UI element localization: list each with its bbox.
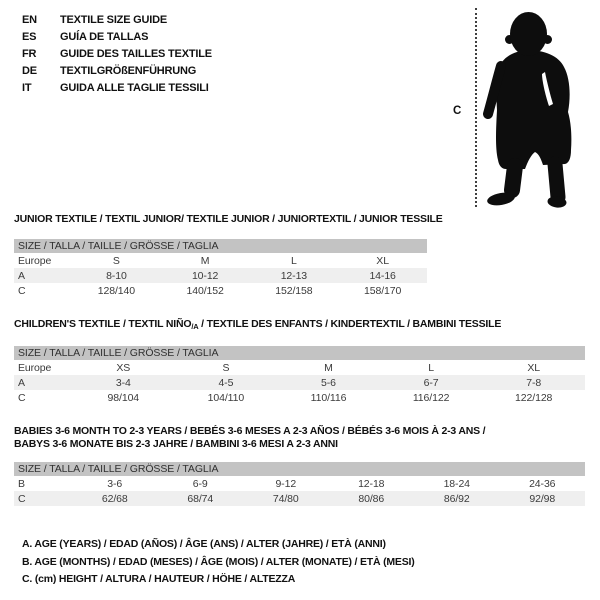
size-value: 158/170: [363, 284, 402, 297]
babies-table-title-line2: BABYS 3-6 MONATE BIS 2-3 JAHRE / BAMBINI 3-6 MESI A 2-3 ANNI: [14, 438, 338, 450]
size-value: 12-13: [280, 269, 308, 282]
size-value: 116/122: [412, 391, 450, 404]
size-value: 7-8: [526, 376, 542, 389]
size-value: 62/68: [101, 492, 128, 505]
language-row-fr: [22, 45, 212, 62]
size-value: XL: [527, 361, 541, 374]
size-value: 98/104: [107, 391, 140, 404]
size-value: 5-6: [321, 376, 336, 389]
table-row: [14, 253, 427, 268]
size-value: 128/140: [97, 284, 135, 297]
size-value: 122/128: [515, 391, 553, 404]
language-row-es: [22, 28, 212, 45]
size-value: 3-6: [107, 477, 123, 490]
size-value: S: [222, 361, 230, 374]
language-title: TEXTILE SIZE GUIDE: [60, 13, 168, 26]
babies-size-table: [14, 476, 585, 506]
size-value: 8-10: [106, 269, 127, 282]
junior-table-title: JUNIOR TEXTILE / TEXTIL JUNIOR/ TEXTILE JUNIOR / JUNIORTEXTIL / JUNIOR TESSILE: [14, 213, 443, 225]
language-row-de: [22, 62, 212, 79]
language-code: IT: [22, 81, 32, 94]
row-label: B: [18, 477, 25, 490]
size-value: XS: [116, 361, 131, 374]
babies-table-title-line1: BABIES 3-6 MONTH TO 2-3 YEARS / BEBÉS 3-6 MESES A 2-3 AÑOS / BÉBÉS 3-6 MOIS À 2-3 ANS /: [14, 425, 486, 437]
language-title: TEXTILGRÖßENFÜHRUNG: [60, 64, 197, 77]
table-row: [14, 375, 585, 390]
babies-textile-section: [14, 425, 585, 506]
size-value: 110/116: [310, 391, 347, 404]
size-value: 24-36: [529, 477, 556, 490]
language-code: DE: [22, 64, 37, 77]
size-value: 4-5: [218, 376, 234, 389]
size-value: 86/92: [443, 492, 470, 505]
table-row: [14, 390, 585, 405]
row-label: C: [18, 391, 26, 404]
note-height-cm: C. (cm) HEIGHT / ALTURA / HAUTEUR / HÖHE / ALTEZZA: [22, 573, 296, 585]
children-size-table: [14, 360, 585, 405]
size-value: XL: [376, 254, 389, 267]
row-label: A: [18, 376, 25, 389]
row-label: C: [18, 284, 26, 297]
children-table-title: [14, 318, 585, 333]
size-value: 152/158: [275, 284, 313, 297]
language-title: GUIDE DES TAILLES TEXTILE: [60, 47, 212, 60]
table-row: [14, 268, 427, 283]
row-label: A: [18, 269, 25, 282]
size-value: L: [428, 361, 434, 374]
size-value: S: [112, 254, 120, 267]
row-label: C: [18, 492, 26, 505]
baby-silhouette-icon: [482, 8, 574, 208]
size-value: M: [324, 361, 333, 374]
size-header-bar: SIZE / TALLA / TAILLE / GRÖSSE / TAGLIA: [14, 346, 585, 360]
size-value: 6-9: [192, 477, 208, 490]
size-value: 74/80: [272, 492, 299, 505]
table-row: [14, 283, 427, 298]
size-tables: [14, 213, 585, 506]
junior-size-table: [14, 253, 427, 298]
size-header-bar: SIZE / TALLA / TAILLE / GRÖSSE / TAGLIA: [14, 462, 585, 476]
size-value: M: [200, 254, 210, 267]
table-row: [14, 491, 585, 506]
row-label: Europe: [18, 361, 52, 374]
language-code: ES: [22, 30, 37, 43]
language-code: FR: [22, 47, 37, 60]
children-title-text: CHILDREN'S TEXTILE / TEXTIL NIÑO: [14, 318, 192, 330]
size-value: 104/110: [207, 391, 245, 404]
size-value: 14-16: [369, 269, 396, 282]
size-value: 12-18: [358, 477, 385, 490]
language-row-en: [22, 11, 212, 28]
row-label: Europe: [18, 254, 52, 267]
height-measure-label: C: [453, 105, 462, 117]
size-value: L: [291, 254, 297, 267]
junior-textile-section: [14, 213, 585, 298]
language-title: GUÍA DE TALLAS: [60, 30, 149, 43]
children-title-text: / TEXTILE DES ENFANTS / KINDERTEXTIL / BAMBINI TESSILE: [198, 318, 502, 330]
size-value: 3-4: [115, 376, 131, 389]
children-title-sub: /A: [191, 322, 199, 331]
height-measure-line: [475, 8, 477, 207]
size-value: 92/98: [529, 492, 556, 505]
language-code: EN: [22, 13, 37, 26]
note-age-years: A. AGE (YEARS) / EDAD (AÑOS) / ÂGE (ANS) / ALTER (JAHRE) / ETÀ (ANNI): [22, 538, 386, 550]
size-value: 6-7: [423, 376, 439, 389]
table-row: [14, 360, 585, 375]
language-list: [22, 11, 212, 96]
size-value: 80/86: [358, 492, 385, 505]
language-row-it: [22, 79, 212, 96]
size-value: 9-12: [275, 477, 297, 490]
table-row: [14, 476, 585, 491]
size-value: 68/74: [187, 492, 214, 505]
children-textile-section: [14, 318, 585, 405]
size-header-bar: SIZE / TALLA / TAILLE / GRÖSSE / TAGLIA: [14, 239, 427, 253]
size-value: 140/152: [186, 284, 224, 297]
size-value: 10-12: [191, 269, 219, 282]
footnotes: [22, 536, 415, 589]
language-title: GUIDA ALLE TAGLIE TESSILI: [60, 81, 209, 94]
note-age-months: B. AGE (MONTHS) / EDAD (MESES) / ÂGE (MOIS) / ALTER (MONATE) / ETÀ (MESI): [22, 555, 415, 568]
size-value: 18-24: [443, 477, 470, 490]
